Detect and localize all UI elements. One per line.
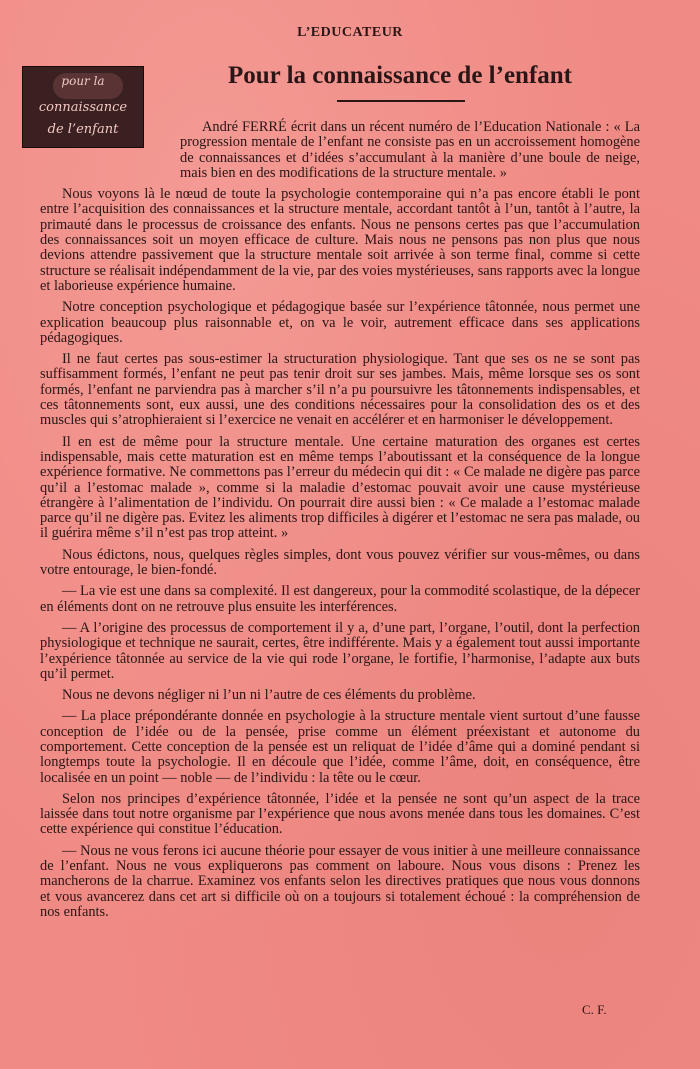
paragraph-9: Nous ne devons négliger ni l’un ni l’autre de ces éléments du problème.: [62, 687, 476, 704]
journal-header: L’EDUCATEUR: [297, 25, 403, 40]
logo-line-2: connaissance: [38, 100, 128, 115]
paragraph-10: — La place prépondérante donnée en psychologie à la structure mentale vient surtout d’une fausse conception de l’idée ou de la pensée, prise comme un élément préexistant et autonome du comportement. Cette conception de la pensée est un reliquat de l’idée d’âme qui a dominé pendant si longtemps toute la psychologie. Il en découle que l’idée, comme l’âme, doit, en conséquence, être localisée en un point — noble — de l’individu : la tête ou le cœur.: [40, 708, 640, 786]
paragraph-4: Il ne faut certes pas sous-estimer la structuration physiologique. Tant que ses os ne se sont pas suffisamment formés, l’enfant ne peut pas tenir droit sur ses jambes. Mais, même lorsque ses os sont formés, l’enfant ne parviendra pas à marcher s’il n’a pu poursuivre les tâtonnements indispensables, et ces tâtonnements sont, eux aussi, une des conditions nécessaires pour la consolidation des os et des muscles qui s’atrophieraient si l’exercice ne venait en accélérer et en harmoniser le développement.: [40, 351, 640, 429]
paragraph-11: Selon nos principes d’expérience tâtonnée, l’idée et la pensée ne sont qu’un aspect de la trace laissée dans tout notre organisme par l’expérience que nous avons menée dans tous les domaines. C’est cette expérience qui constitue l’éducation.: [40, 790, 640, 838]
paragraph-5: Il en est de même pour la structure mentale. Une certaine maturation des organes est certes indispensable, mais cette maturation est en même temps l’aboutissant et la conséquence de la longue expérience formative. Ne commettons pas l’erreur du médecin qui dit : « Ce malade ne digère pas parce qu’il a l’estomac malade », comme si la maladie d’estomac pouvait avoir une cause mystérieuse étrangère à l’alimentation de l’individu. On pourrait dire aussi bien : « Ce malade a l’estomac malade parce qu’il ne digère pas. Evitez les aliments trop difficiles à digérer et l’estomac ne sera pas malade, ou il guérira même s’il n’est pas trop atteint. »: [40, 433, 640, 542]
article-title: Pour la connaissance de l’enfant: [228, 62, 572, 89]
article-body: [40, 120, 640, 926]
paragraph-3: Notre conception psychologique et pédagogique basée sur l’expérience tâtonnée, nous permet une explication beaucoup plus raisonnable et, on va le voir, autrement efficace dans ses applications pédagogiques.: [40, 299, 640, 346]
paragraph-7: — La vie est une dans sa complexité. Il est dangereux, pour la commodité scolastique, de la dépecer en éléments dont on ne retrouve plus ensuite les interférences.: [40, 583, 640, 615]
paragraph-1: André FERRÉ écrit dans un récent numéro de l’Education Nationale : « La progression mentale de l’enfant ne consiste pas en un accroissement homogène de connaissances et d’idées s’accumulant à la manière d’une boule de neige, mais bien en des modifications de la structure mentale. »: [180, 119, 640, 181]
paragraph-6: Nous édictons, nous, quelques règles simples, dont vous pouvez vérifier sur vous-mêmes, ou dans votre entourage, le bien-fondé.: [40, 546, 640, 579]
paragraph-2: Nous voyons là le nœud de toute la psychologie contemporaine qui n’a pas encore établi le pont entre l’acquisition des connaissances et la structure mentale, accordant tantôt à l’un, tantôt à l’autre, la primauté dans le processus de croissance des enfants. Nous ne pensons certes pas que l’accumulation des connaissances soit un moyen efficace de culture. Mais nous ne pensons pas non plus que nous devions attendre passivement que la structure mentale soit arrivée à son terme final, comme si cette structure se réalisait indépendamment de la vie, par des voies mystérieuses, sans rapports avec la longue et laborieuse expérience humaine.: [40, 186, 640, 294]
author-signature: C. F.: [582, 1002, 607, 1017]
paragraph-12: — Nous ne vous ferons ici aucune théorie pour essayer de vous initier à une meilleure connaissance de l’enfant. Nous ne vous expliquerons pas comment on laboure. Nous vous disons : Prenez les mancherons de la charrue. Examinez vos enfants selon les directives pratiques que nous vous donnons et vous avancerez dans cet art si difficile où on a toujours si totalement échoué : la compréhension de nos enfants.: [40, 842, 640, 920]
logo-line-3: de l’enfant: [47, 122, 119, 137]
logo-line-1: pour la: [61, 74, 105, 88]
paragraph-8: — A l’origine des processus de comportement il y a, d’une part, l’organe, l’outil, dont la perfection physiologique et technique ne saurait, certes, être indifférente. Mais y a également tout aussi importante l’expérience tâtonnée au service de la vie qui rode l’organe, le fortifie, l’harmonise, l’adapte aux buts qu’il permet.: [40, 619, 640, 682]
title-divider: [337, 100, 465, 102]
